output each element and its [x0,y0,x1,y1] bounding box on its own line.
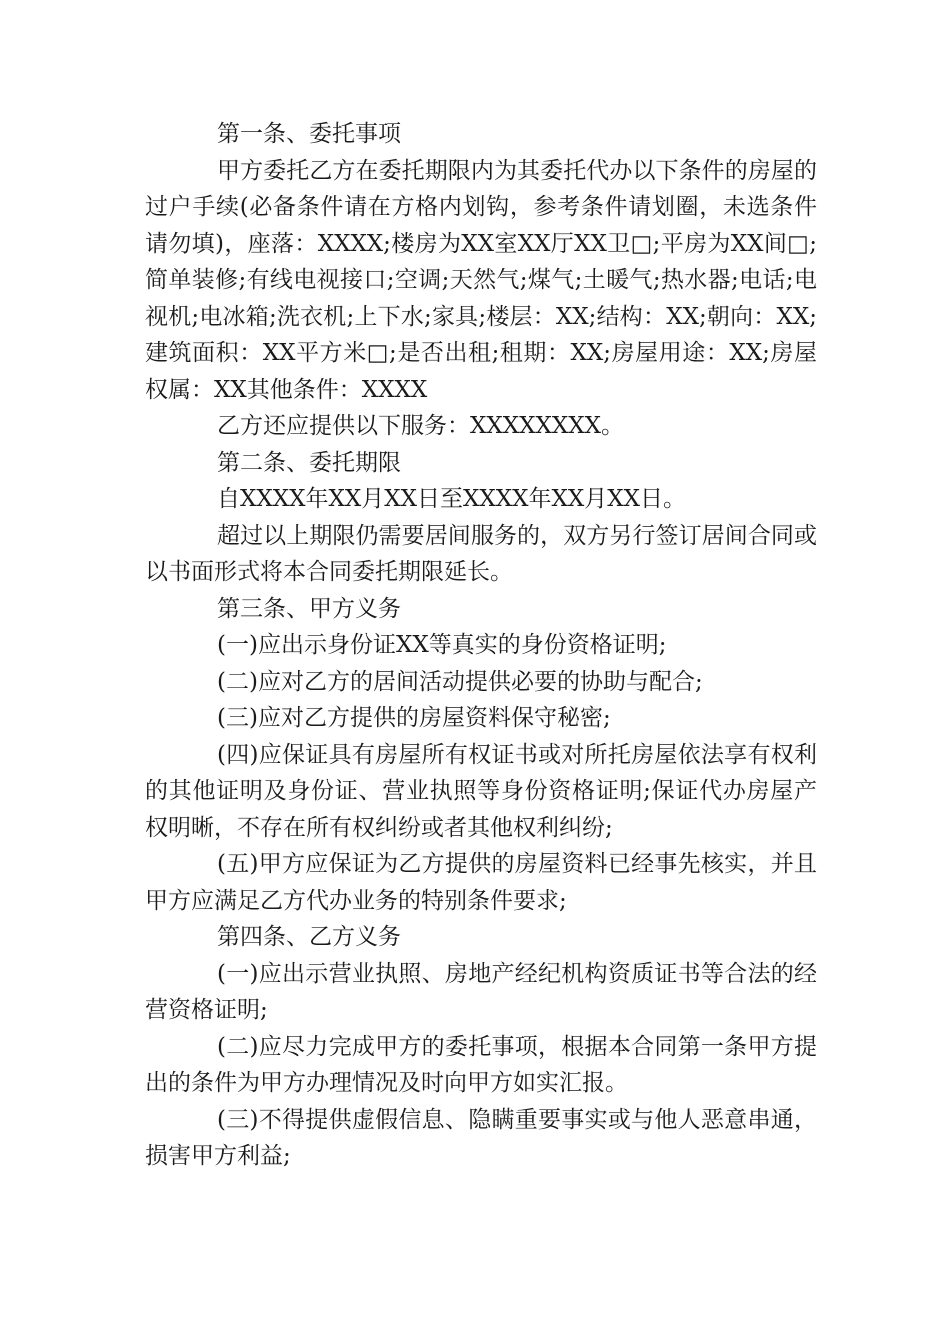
article-4-item-1: (一)应出示营业执照、房地产经纪机构资质证书等合法的经营资格证明; [145,960,817,1023]
document-body [145,116,817,1175]
article-1-heading: 第一条、委托事项 [217,121,401,147]
article-1-paragraph-conditions: 甲方委托乙方在委托期限内为其委托代办以下条件的房屋的过户手续(必备条件请在方格内划钩，参考条件请划圈，未选条件请勿填)，座落：XXXX;楼房为XX室XX厅XX卫□;平房为XX间□;简单装修;有线电视接口;空调;天然气;煤气;土暖气;热水器;电话;电视机;电冰箱;洗衣机;上下水;家具;楼层：XX;结构：XX;朝向：XX;建筑面积：XX平方米□;是否出租;租期：XX;房屋用途：XX;房屋权属：XX其他条件：XXXX [145,157,817,403]
article-3-item-5: (五)甲方应保证为乙方提供的房屋资料已经事先核实，并且甲方应满足乙方代办业务的特别条件要求; [145,851,817,914]
article-2-paragraph-period: 自XXXX年XX月XX日至XXXX年XX月XX日。 [217,486,686,512]
article-3-item-4: (四)应保证具有房屋所有权证书或对所托房屋依法享有权利的其他证明及身份证、营业执照等身份资格证明;保证代办房屋产权明晰，不存在所有权纠纷或者其他权利纠纷; [145,741,817,841]
article-2-heading: 第二条、委托期限 [217,449,401,476]
article-1-paragraph-services: 乙方还应提供以下服务：XXXXXXXX。 [217,413,624,439]
article-3-item-2: (二)应对乙方的居间活动提供必要的协助与配合; [217,668,703,695]
article-3-item-3: (三)应对乙方提供的房屋资料保守秘密; [217,705,611,731]
article-2-paragraph-extension: 超过以上期限仍需要居间服务的，双方另行签订居间合同或以书面形式将本合同委托期限延长。 [145,522,817,585]
article-3-item-1: (一)应出示身份证XX等真实的身份资格证明; [217,632,667,658]
article-4-item-2: (二)应尽力完成甲方的委托事项，根据本合同第一条甲方提出的条件为甲方办理情况及时向甲方如实汇报。 [145,1033,817,1096]
article-4-heading: 第四条、乙方义务 [217,924,401,950]
article-3-heading: 第三条、甲方义务 [217,595,401,622]
article-4-item-3: (三)不得提供虚假信息、隐瞒重要事实或与他人恶意串通，损害甲方利益; [145,1106,817,1169]
